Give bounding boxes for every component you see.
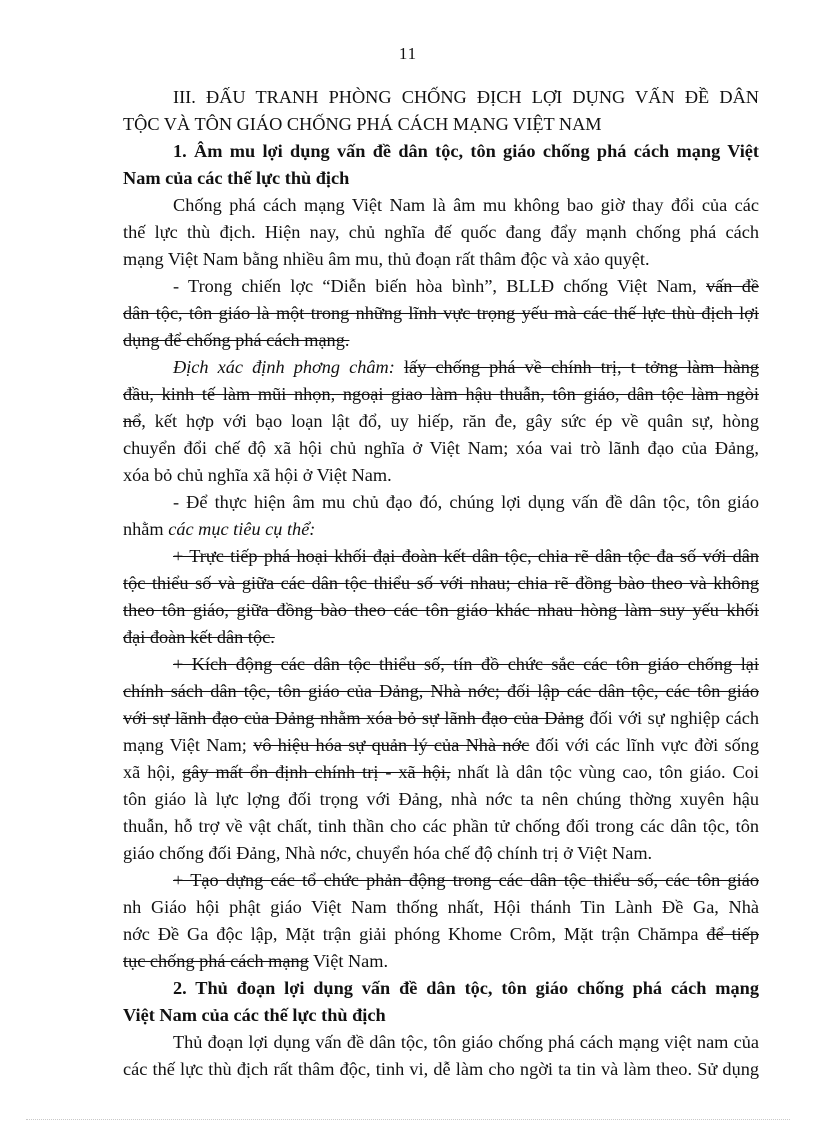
paragraph-4-line: - Để thực hiện âm mu chủ đạo đó, chúng lợi dụng vấn đề dân tộc, tôn giáo [173,492,759,512]
section-heading-line-2: TỘC VÀ TÔN GIÁO CHỐNG PHÁ CÁCH MẠNG VIỆT NAM [123,114,602,134]
paragraph-6-line [123,759,759,786]
paragraph-8-line: các thế lực thù địch rất thâm độc, tinh vi, dễ làm cho ngời ta tin và làm theo. Sử dụng [123,1059,759,1079]
text-run: nhất là dân tộc vùng cao, tôn giáo. Coi [450,762,759,782]
paragraph-4-line [123,516,759,543]
paragraph-6-line: + Kích động các dân tộc thiểu số, tín đồ chức sắc các tôn giáo chống lại [173,654,759,674]
struck-text: với sự lãnh đạo của Đảng nhằm xóa bỏ sự lãnh đạo của Đảng [123,708,584,728]
paragraph-6-line: giáo chống đối Đảng, Nhà nớc, chuyển hóa chế độ chính trị ở Việt Nam. [123,843,653,863]
paragraph-6-line [123,732,759,759]
text-run: mạng Việt Nam; [123,735,247,755]
paragraph-7-line: nh Giáo hội phật giáo Việt Nam thống nhất, Hội thánh Tin Lành Đề Ga, Nhà [123,897,759,917]
section-heading-line-1: III. ĐẤU TRANH PHÒNG CHỐNG ĐỊCH LỢI DỤNG VẤN ĐỀ DÂN [173,87,759,107]
struck-text: vô hiệu hóa sự quản lý của Nhà nớc [253,735,530,755]
paragraph-6-line: thuẫn, hỗ trợ về vật chất, tinh thần cho các phần tử chống đối trong các dân tộc, tôn [123,816,759,836]
paragraph-2-line: dụng để chống phá cách mạng. [123,330,350,350]
subsection-2-title-line-2: Việt Nam của các thế lực thù địch [123,1005,386,1025]
subsection-1-title-line-2: Nam của các thế lực thù địch [123,168,350,188]
paragraph-3-line [123,354,759,381]
paragraph-2-line: dân tộc, tôn giáo là một trong những lĩnh vực trọng yếu mà các thế lực thù địch lợi [123,303,759,323]
paragraph-3-line: chuyển đổi chế độ xã hội chủ nghĩa ở Việt Nam; xóa vai trò lãnh đạo của Đảng, [123,438,759,458]
text-run: Việt Nam. [308,951,389,971]
struck-text: tục chống phá cách mạng [123,951,309,971]
text-run: đối với các lĩnh vực đời sống [529,735,759,755]
text-run: xã hội, [123,762,176,782]
paragraph-5-line: + Trực tiếp phá hoại khối đại đoàn kết dân tộc, chia rẽ dân tộc đa số với dân [173,546,759,566]
subsection-2-title-line-1: 2. Thủ đoạn lợi dụng vấn đề dân tộc, tôn giáo chống phá cách mạng [173,978,759,998]
document-body [123,84,759,1083]
struck-text: lấy chống phá về chính trị, t tởng làm hàng [403,357,759,377]
paragraph-6-line: chính sách dân tộc, tôn giáo của Đảng, Nhà nớc; đối lập các dân tộc, các tôn giáo [123,681,759,701]
paragraph-5-line: theo tôn giáo, giữa đồng bào theo các tôn giáo khác nhau hòng làm suy yếu khối [123,600,759,620]
paragraph-8-line: Thủ đoạn lợi dụng vấn đề dân tộc, tôn giáo chống phá cách mạng việt nam của [173,1032,759,1052]
paragraph-3-line: đầu, kinh tế làm mũi nhọn, ngoại giao làm hậu thuẫn, tôn giáo, dân tộc làm ngòi [123,384,759,404]
text-run: đối với sự nghiệp cách [583,708,759,728]
text-run: - Trong chiến lợc “Diễn biến hòa bình”, BLLĐ chống Việt Nam, [173,276,697,296]
paragraph-7-line [123,921,759,948]
paragraph-7-line: + Tạo dựng các tổ chức phản động trong các dân tộc thiểu số, các tôn giáo [173,870,759,890]
text-run: nớc Đề Ga độc lập, Mặt trận giải phóng Khome Crôm, Mặt trận Chămpa [123,924,699,944]
paragraph-1-line: thế lực thù địch. Hiện nay, chủ nghĩa đế quốc đang đẩy mạnh chống phá cách [123,222,759,242]
page-number: 11 [398,44,418,63]
struck-text: gây mất ổn định chính trị - xã hội, [182,762,451,782]
struck-text: nổ [123,411,142,431]
paragraph-1-line: Chống phá cách mạng Việt Nam là âm mu không bao giờ thay đổi của các [173,195,759,215]
italic-text: các mục tiêu cụ thể: [168,519,316,539]
paragraph-3-line [123,408,759,435]
struck-text: để tiếp [706,924,759,944]
text-run: nhằm [123,519,164,539]
paragraph-7-line [123,948,759,975]
italic-text: Địch xác định phơng châm: [173,357,395,377]
paragraph-1-line: mạng Việt Nam bằng nhiều âm mu, thủ đoạn rất thâm độc và xảo quyệt. [123,249,650,269]
paragraph-5-line: đại đoàn kết dân tộc. [123,627,275,647]
paragraph-6-line [123,705,759,732]
paragraph-3-line: xóa bỏ chủ nghĩa xã hội ở Việt Nam. [123,465,392,485]
paragraph-2-line [123,273,759,300]
text-run: , kết hợp với bạo loạn lật đổ, uy hiếp, răn đe, gây sức ép về quân sự, hòng [141,411,759,431]
struck-text: vấn đề [706,276,759,296]
paragraph-5-line: tộc thiểu số và giữa các dân tộc thiểu số với nhau; chia rẽ đồng bào theo và không [123,573,759,593]
paragraph-6-line: tôn giáo là lực lợng đối trọng với Đảng, nhà nớc ta nên chúng thờng xuyên hậu [123,789,759,809]
subsection-1-title-line-1: 1. Âm mu lợi dụng vấn đề dân tộc, tôn giáo chống phá cách mạng Việt [173,141,759,161]
footer-divider [26,1119,790,1120]
